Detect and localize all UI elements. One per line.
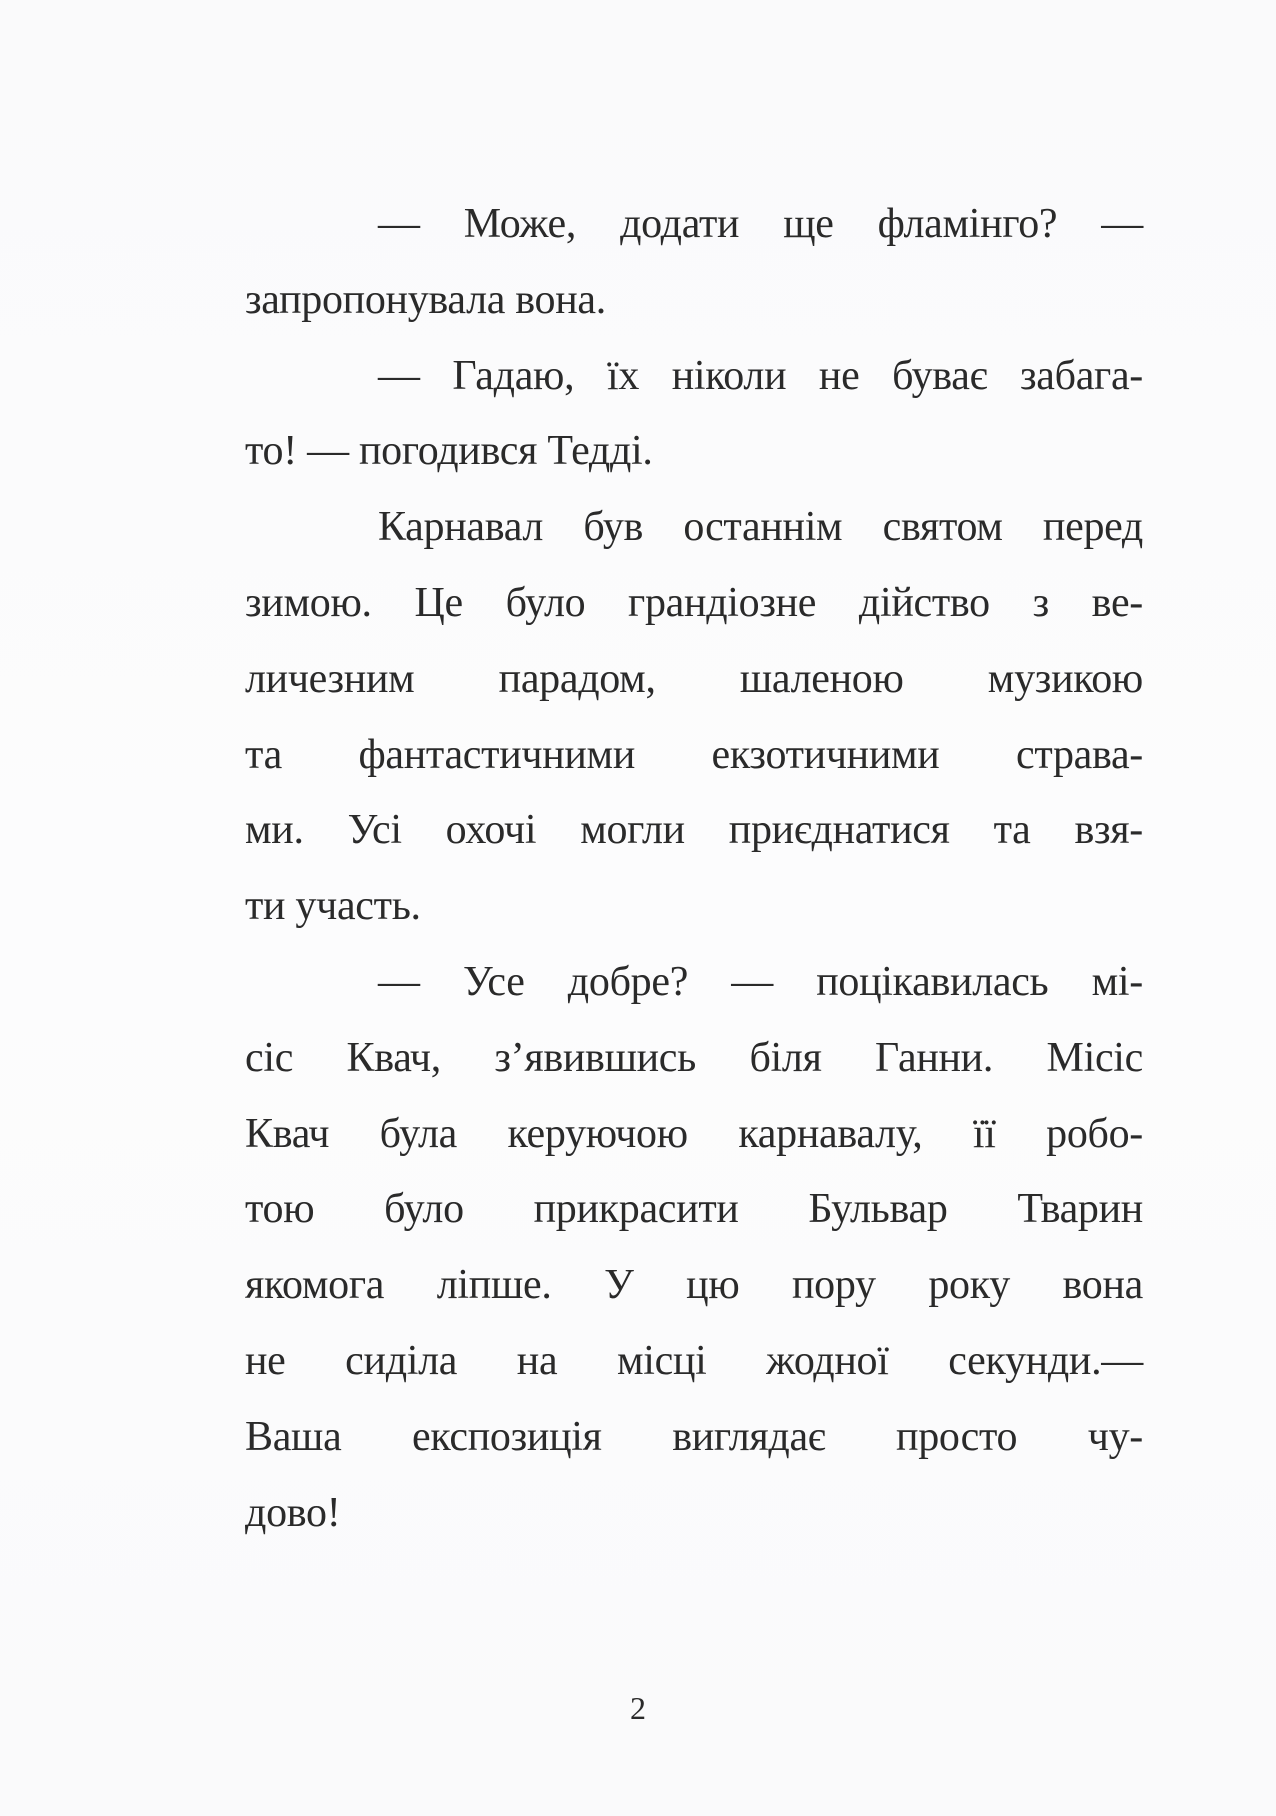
text-line: тою було прикрасити Бульвар Тварин bbox=[245, 1186, 1143, 1233]
text-line: сіс Квач, з’явившись біля Ганни. Місіс bbox=[245, 1034, 1143, 1081]
page-number: 2 bbox=[630, 1690, 646, 1726]
text-line: якомога ліпше. У цю пору року вона bbox=[245, 1262, 1143, 1309]
text-line: — Усе добре? — поцікавилась мі- bbox=[378, 958, 1143, 1005]
text-line: — Гадаю, їх ніколи не буває забага- bbox=[378, 352, 1143, 399]
text-line: не сиділа на місці жодної секунди.— bbox=[245, 1337, 1143, 1384]
text-line: то! — погодився Тедді. bbox=[245, 428, 653, 475]
text-line: дово! bbox=[245, 1489, 341, 1536]
text-line: Ваша експозиція виглядає просто чу- bbox=[245, 1413, 1143, 1460]
text-line: — Може, додати ще фламінго? — bbox=[378, 201, 1143, 247]
text-line: ми. Усі охочі могли приєднатися та взя- bbox=[245, 807, 1143, 854]
text-line: Квач була керуючою карнавалу, її робо- bbox=[245, 1110, 1143, 1157]
text-line: личезним парадом, шаленою музикою bbox=[245, 655, 1143, 702]
text-line: запропонувала вона. bbox=[245, 276, 606, 323]
text-line: Карнавал був останнім святом перед bbox=[378, 504, 1143, 551]
text-line: та фантастичними екзотичними страва- bbox=[245, 731, 1143, 778]
text-line: зимою. Це було грандіозне дійство з ве- bbox=[245, 579, 1143, 626]
text-line: ти участь. bbox=[245, 883, 421, 930]
body-text bbox=[245, 187, 1143, 1551]
